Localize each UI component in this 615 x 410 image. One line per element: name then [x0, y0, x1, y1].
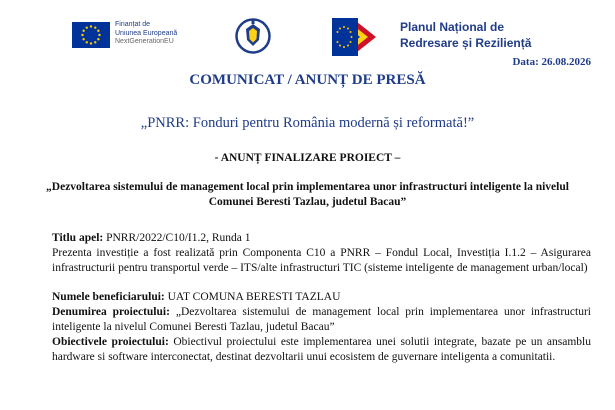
project-name-line [52, 305, 591, 335]
eu-funding-line3: NextGenerationEU [115, 38, 174, 45]
pnrr-title [400, 19, 531, 51]
slogan: „PNRR: Fonduri pentru România modernă și reformată!” [140, 115, 475, 131]
eu-funding-text [115, 21, 177, 47]
government-crest-icon [235, 14, 271, 58]
call-title-value: PNRR/2022/C10/I1.2, Runda 1 [103, 232, 251, 244]
objectives-label: Obiectivele proiectului: [52, 336, 169, 348]
eu-flag-icon [72, 22, 110, 48]
project-title: „Dezvoltarea sistemului de management local prin implementarea unor infrastructuri inteligente la nivelul Comunei Beresti Tazlau, judetul Bacau” [46, 181, 569, 208]
objectives-value: Obiectivul proiectului este implementarea unei solutii integrate, bazate pe un ansamblu hardware si software interconectat, destinat dezvoltarii unui ecosistem de guvernare inteligenta a comunitatii. [52, 336, 591, 363]
document-body [52, 231, 591, 365]
pnrr-title-line1: Planul Național de [400, 20, 505, 34]
objectives-line [52, 335, 591, 365]
eu-funding-line2: Uniunea Europeană [115, 29, 178, 37]
beneficiary-value: UAT COMUNA BERESTI TAZLAU [164, 291, 341, 303]
pnrr-title-line2: Redresare și Reziliență [400, 36, 532, 50]
eu-funding-line1: Finanțat de [115, 21, 151, 28]
call-title-line [52, 231, 591, 246]
investment-description: Prezenta investiție a fost realizată prin Componenta C10 a PNRR – Fondul Local, Investiția I.1.2 – Asigurarea infrastructurii pentru transportul verde – ITS/alte infrastructuri TIC (sisteme inteligente de management urban/local) [52, 247, 591, 274]
beneficiary-label: Numele beneficiarului: [52, 291, 165, 303]
paragraph-gap [52, 276, 591, 290]
subheading: - ANUNȚ FINALIZARE PROIECT – [214, 152, 401, 164]
project-name-value: „Dezvoltarea sistemului de management local prin implementarea unor infrastructuri inteligente la nivelul Comunei Beresti Tazlau, judetul Bacau” [52, 306, 591, 333]
page-title: COMUNICAT / ANUNȚ DE PRESĂ [189, 72, 426, 88]
beneficiary-line [52, 290, 591, 305]
pnrr-logo-icon [332, 14, 398, 60]
project-name-label: Denumirea proiectului: [52, 306, 170, 318]
publication-date: Data: 26.08.2026 [512, 56, 591, 68]
call-title-label: Titlu apel: [52, 232, 104, 244]
